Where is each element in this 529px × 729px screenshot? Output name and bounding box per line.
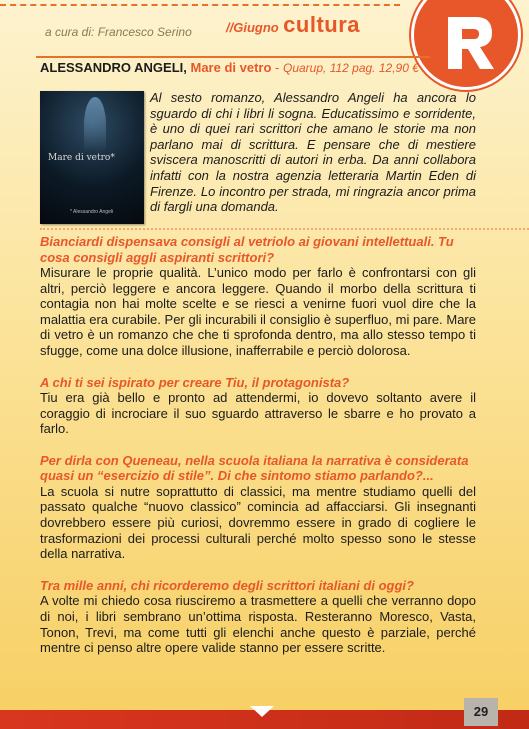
answer: La scuola si nutre soprattutto di classici, ma mentre studiamo quelli del passato qualche “nuovo classico” comincia ad affacciarsi. Gli insegnanti dovrebbero essere più curiosi, dovremmo essere in grado di cogliere le trasformazioni dei processi culturali perché molto spesso sono le stesse della narrativa. xyxy=(40,483,476,562)
cover-title: Mare di vetro* xyxy=(48,153,115,163)
section-topic: cultura xyxy=(283,12,361,37)
header-rule xyxy=(36,56,430,58)
answer: A volte mi chiedo cosa riusciremo a trasmettere a quelli che verranno dopo di noi, i libri sembrano un’ottima risposta. Resteranno Moresco, Vasta, Tonon, Trevi, ma come tutti gli elenchi anche questo è parziale, perché mentre ci penso altre opere valide stanno per essere scritte. xyxy=(40,593,476,656)
page-number: 29 xyxy=(464,698,498,726)
question: Per dirla con Queneau, nella scuola italiana la narrativa è considerata quasi un “esercizio di stile”. Di che sintomo stiamo parlando?... xyxy=(40,452,469,484)
down-arrow-icon xyxy=(250,706,274,717)
question: Tra mille anni, chi ricorderemo degli scrittori italiani di oggi? xyxy=(40,577,414,593)
interview-body xyxy=(40,234,476,672)
magazine-logo xyxy=(411,0,521,90)
book-cover xyxy=(40,91,144,224)
intro-paragraph: Al sesto romanzo, Alessandro Angeli ha ancora lo sguardo di chi i libri li sogna. Educatissimo e sorridente, è uno di quei rari scrittori che amano le storie ma non parlano mai di scrittura. E pensare che di mestiere sviscera manoscritti di autori in erba. Da anni collabora infatti con la nostra agenzia letteraria Martin Eden di Firenze. Lo incontro per strada, mi ringrazia ancor prima di fargli una domanda. xyxy=(150,90,476,215)
book-dash: - xyxy=(275,60,280,75)
book-title: Mare di vetro xyxy=(190,60,272,75)
book-info-line xyxy=(40,60,419,75)
question: A chi ti sei ispirato per creare Tiu, il protagonista? xyxy=(40,374,350,390)
section-heading xyxy=(226,12,360,38)
book-author: ALESSANDRO ANGELI, xyxy=(40,60,187,75)
issue-label: //Giugno xyxy=(226,20,279,35)
r-logo-icon xyxy=(414,0,518,87)
cover-author: * Alessandro Angeli xyxy=(70,209,114,215)
jellyfish-illustration xyxy=(84,97,106,152)
answer: Misurare le proprie qualità. L’unico modo per farlo è confrontarsi con gli altri, perciò leggere e ancora leggere. Quando il morbo della scrittura ti contagia non hai molte scelte e se riesci a venirne fuori vuol dire che la malattia era curabile. Per gli incurabili il consiglio è superfluo, mi pare. Mare di vetro è un romanzo che che ti sprofonda dentro, ma allo stesso tempo ti sfugge, come una dolce illusione, inafferrabile e perciò dolorosa. xyxy=(40,265,476,358)
question: Bianciardi dispensava consigli al vetriolo ai giovani intellettuali. Tu cosa consigli aggli aspiranti scrittori? xyxy=(40,234,454,265)
footer-bar xyxy=(0,710,529,729)
book-publisher: Quarup, 112 pag. 12,90 € xyxy=(283,61,419,75)
answer: Tiu era già bello e pronto ad attendermi, io dovevo soltanto avere il coraggio di incrociare il suo sguardo attraverso le sbarre e ho provato a farlo. xyxy=(40,390,476,437)
curator-credit: a cura di: Francesco Serino xyxy=(45,25,192,39)
top-dashed-rule xyxy=(0,4,400,6)
dotted-separator xyxy=(40,228,529,230)
